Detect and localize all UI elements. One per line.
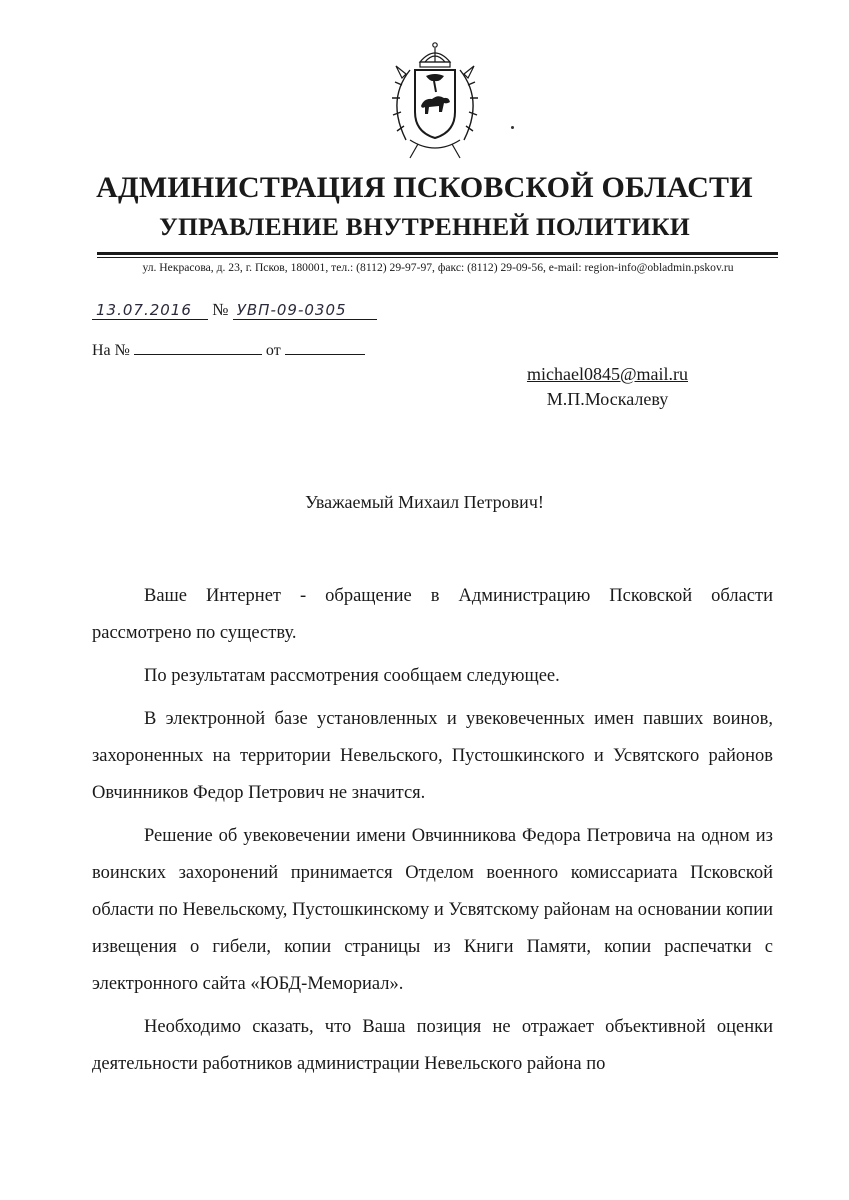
addressee-email[interactable]: michael0845@mail.ru xyxy=(526,364,689,384)
body-paragraph: В электронной базе установленных и увековеченных имен павших воинов, захороненных на территории Невельского, Пустошкинского и Усвятского районов Овчинников Федор Петрович не значится. xyxy=(92,709,773,803)
letter-body xyxy=(92,578,773,1083)
header-rule-thin xyxy=(97,257,778,258)
reference-number-blank xyxy=(134,340,262,355)
reference-label: На № xyxy=(92,342,130,359)
reference-from-label: от xyxy=(265,342,281,359)
registration-date: 13.07.2016 xyxy=(92,301,208,320)
greeting: Уважаемый Михаил Петрович! xyxy=(305,492,544,512)
registration-number: УВП-09-0305 xyxy=(233,301,377,320)
body-paragraph: Решение об увековечении имени Овчинникова Федора Петровича на одном из воинских захоронений принимается Отделом военного комиссариата Псковской области по Невельскому, Пустошкинскому и Усвятскому районам на основании копии извещения о гибели, копии страницы из Книги Памяти, копии распечатки с электронного сайта «ЮБД-Мемориал». xyxy=(92,826,773,994)
body-paragraph: По результатам рассмотрения сообщаем следующее. xyxy=(144,666,560,686)
coat-of-arms-emblem xyxy=(380,40,490,160)
reference-date-blank xyxy=(285,340,365,355)
number-sign: № xyxy=(212,300,229,319)
scan-speck xyxy=(511,126,514,129)
header-rule-thick xyxy=(97,252,778,255)
addressee-name: М.П.Москалеву xyxy=(546,389,669,409)
reference-line xyxy=(92,340,365,360)
registration-line xyxy=(92,300,377,320)
body-paragraph: Ваше Интернет - обращение в Администрацию Псковской области рассмотрено по существу. xyxy=(92,586,773,643)
body-paragraph: Необходимо сказать, что Ваша позиция не отражает объективной оценки деятельности работников администрации Невельского района по xyxy=(92,1017,773,1074)
addressee-block xyxy=(500,362,715,412)
department-title: УПРАВЛЕНИЕ ВНУТРЕННЕЙ ПОЛИТИКИ xyxy=(159,212,690,241)
contact-line: ул. Некрасова, д. 23, г. Псков, 180001, тел.: (8112) 29-97-97, факс: (8112) 29-09-56, e-mail: region-info@obladmin.pskov.ru xyxy=(142,261,734,274)
organization-title: АДМИНИСТРАЦИЯ ПСКОВСКОЙ ОБЛАСТИ xyxy=(96,171,753,204)
